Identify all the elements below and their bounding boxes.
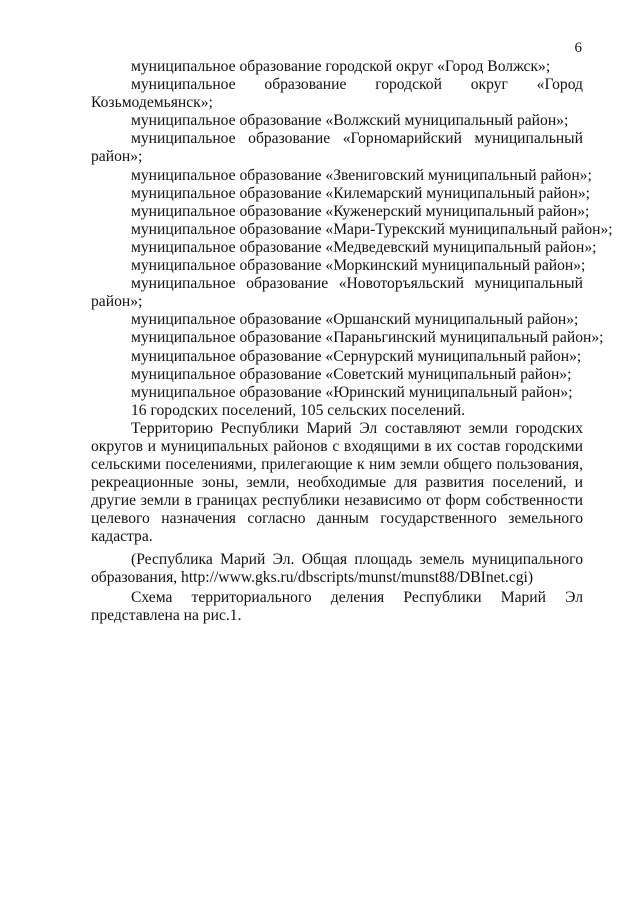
text-line: муниципальное образование «Оршанский муниципальный район»; — [131, 311, 579, 329]
text-line: образования, http://www.gks.ru/dbscripts/munst/munst88/DBInet.cgi) — [91, 568, 534, 586]
text-line: муниципальное образование «Горномарийский муниципальный — [131, 130, 583, 148]
text-line: округов и муниципальных районов с входящими в их состав городскими — [91, 437, 583, 455]
text-line: муниципальное образование «Юринский муниципальный район»; — [131, 383, 573, 401]
text-line: Схема территориального деления Республики Марий Эл — [131, 588, 583, 606]
text-line: муниципальное образование «Медведевский муниципальный район»; — [131, 238, 597, 256]
body-text — [91, 58, 613, 625]
page-number: 6 — [574, 40, 582, 56]
text-line: муниципальное образование «Новоторъяльский муниципальный — [131, 275, 583, 293]
text-line: муниципальное образование «Параньгинский муниципальный район»; — [131, 329, 604, 347]
text-line: рекреационные зоны, земли, необходимые для развития поселений, и — [91, 474, 583, 492]
text-line: муниципальное образование «Куженерский муниципальный район»; — [131, 202, 590, 220]
text-line: район»; — [91, 148, 143, 166]
text-line: муниципальное образование «Сернурский муниципальный район»; — [131, 347, 582, 365]
text-line: район»; — [91, 293, 143, 311]
text-line: муниципальное образование «Советский муниципальный район»; — [131, 365, 572, 383]
text-line: представлена на рис.1. — [91, 606, 242, 624]
text-line: Территорию Республики Марий Эл составляют земли городских — [131, 419, 583, 437]
text-line: муниципальное образование «Волжский муниципальный район»; — [131, 112, 569, 130]
text-line: кадастра. — [91, 528, 153, 546]
text-line: Козьмодемьянск»; — [91, 94, 213, 112]
text-line: целевого назначения согласно данным государственного земельного — [91, 510, 583, 528]
text-line: другие земли в границах республики независимо от форм собственности — [91, 492, 583, 510]
text-line: муниципальное образование городской округ «Город — [131, 76, 583, 94]
text-line: муниципальное образование «Моркинский муниципальный район»; — [131, 257, 586, 275]
text-line: муниципальное образование «Килемарский муниципальный район»; — [131, 184, 590, 202]
text-line: (Республика Марий Эл. Общая площадь земель муниципального — [131, 550, 583, 568]
text-line: муниципальное образование городской округ «Город Волжск»; — [131, 58, 551, 75]
text-line: сельскими поселениями, прилегающие к ним земли общего пользования, — [91, 456, 583, 474]
text-line: 16 городских поселений, 105 сельских поселений. — [131, 401, 465, 419]
text-line: муниципальное образование «Звениговский муниципальный район»; — [131, 166, 592, 184]
text-line: муниципальное образование «Мари-Турекский муниципальный район»; — [131, 220, 613, 238]
